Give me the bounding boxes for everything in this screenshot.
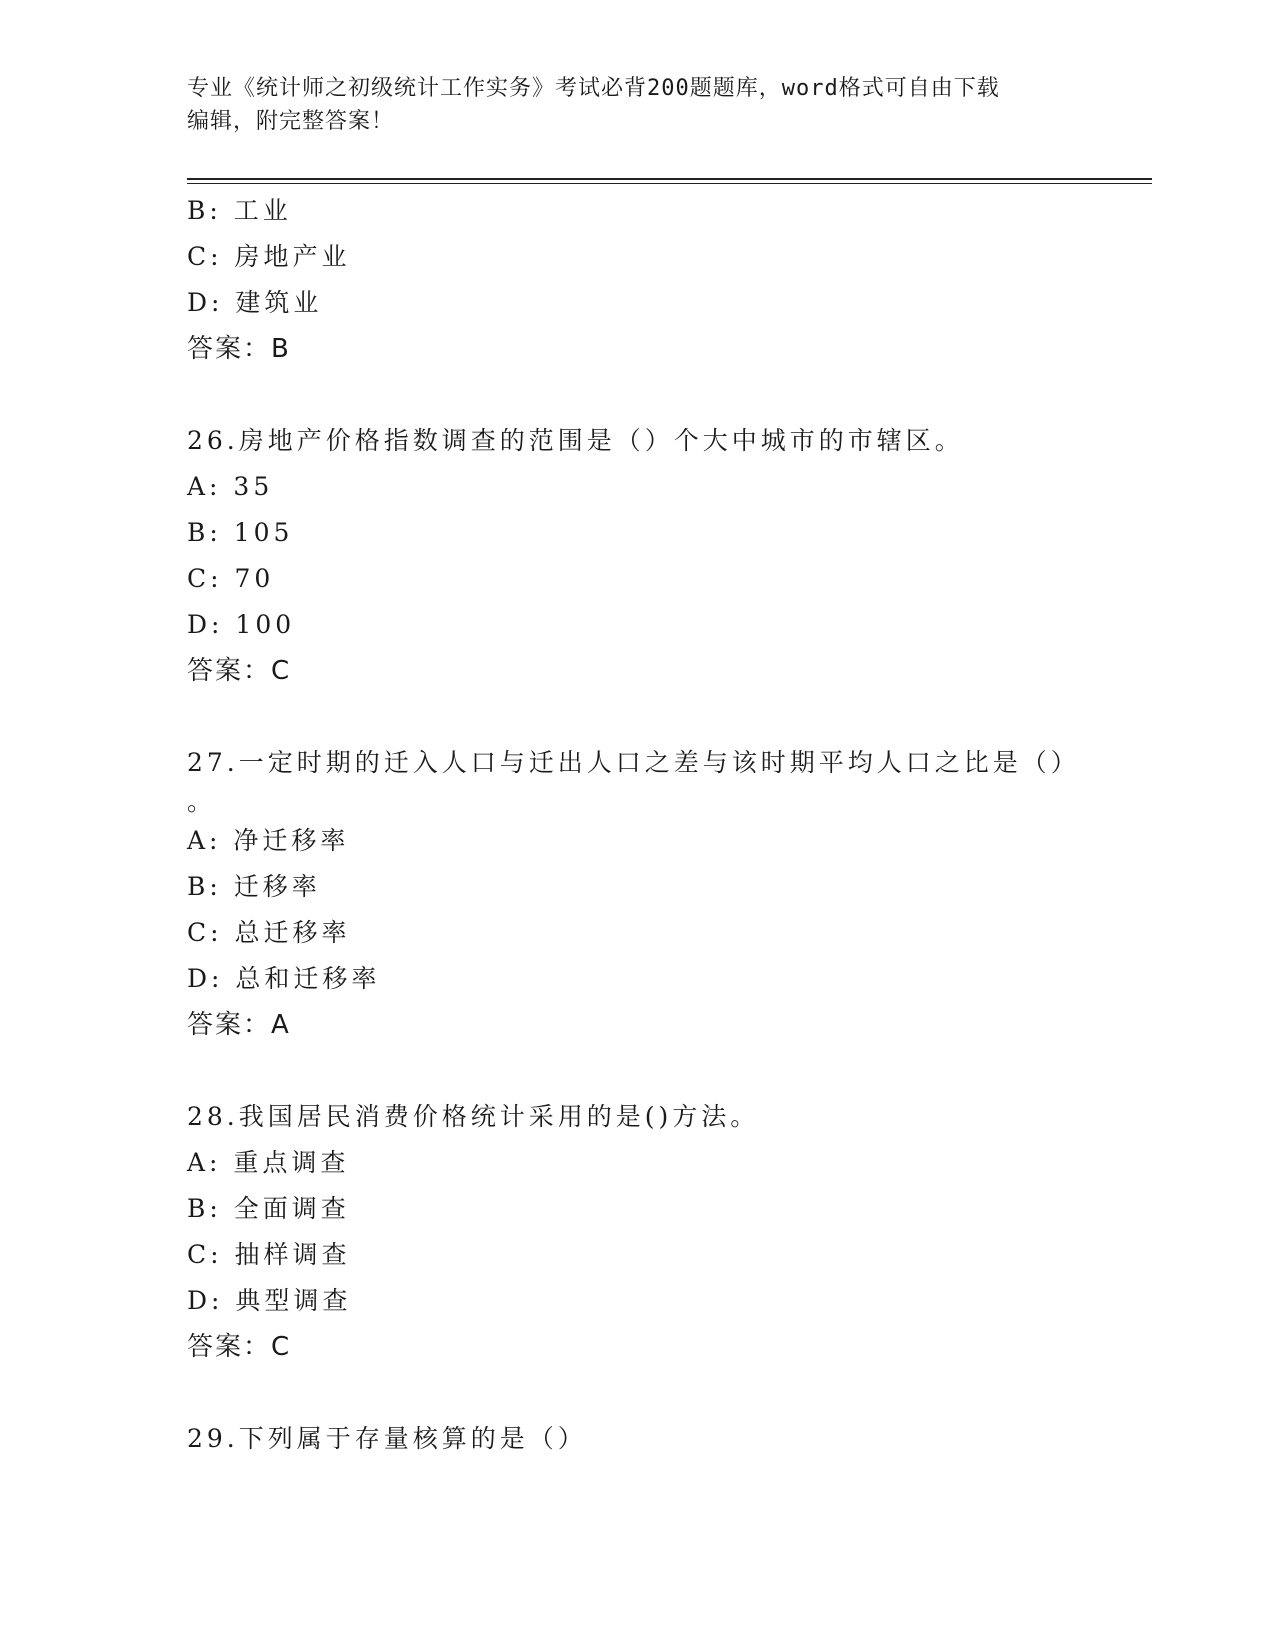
option-c: C: 抽样调查 [187,1240,351,1269]
option-d: D: 典型调查 [187,1286,352,1315]
question-25-tail [187,188,1067,372]
answer-line: 答案：A [187,1010,291,1040]
document-header [187,72,1087,138]
option-b: B: 迁移率 [187,872,321,901]
option-b: B: 全面调查 [187,1194,350,1223]
option-c: C: 总迁移率 [187,918,351,947]
option-d: D: 100 [187,610,296,639]
question-29 [187,1416,1067,1462]
option-c: C: 房地产业 [187,242,351,271]
option-b: B: 工业 [187,196,292,225]
question-stem-wrap: 。 [187,787,217,816]
answer-line: 答案：C [187,1332,292,1362]
question-stem: 26.房地产价格指数调查的范围是（）个大中城市的市辖区。 [187,426,964,455]
answer-line: 答案：B [187,334,291,364]
question-stem: 27.一定时期的迁入人口与迁出人口之差与该时期平均人口之比是（） [187,748,1080,777]
option-c: C: 70 [187,564,275,593]
question-27 [187,740,1080,1048]
question-28 [187,1094,1067,1370]
header-divider-thick [187,178,1152,180]
question-stem: 29.下列属于存量核算的是（） [187,1424,587,1453]
option-a: A: 净迁移率 [187,826,350,855]
option-d: D: 建筑业 [187,288,323,317]
question-26 [187,418,1067,694]
option-a: A: 重点调查 [187,1148,350,1177]
question-list [187,188,1080,1462]
question-stem: 28.我国居民消费价格统计采用的是()方法。 [187,1102,760,1131]
option-a: A: 35 [187,472,274,501]
answer-line: 答案：C [187,656,292,686]
option-d: D: 总和迁移率 [187,964,381,993]
header-line-1: 专业《统计师之初级统计工作实务》考试必背200题题库，word格式可自由下载 [187,76,1000,101]
header-line-2: 编辑，附完整答案！ [187,109,395,134]
option-b: B: 105 [187,518,294,547]
header-divider-thin [187,183,1152,184]
